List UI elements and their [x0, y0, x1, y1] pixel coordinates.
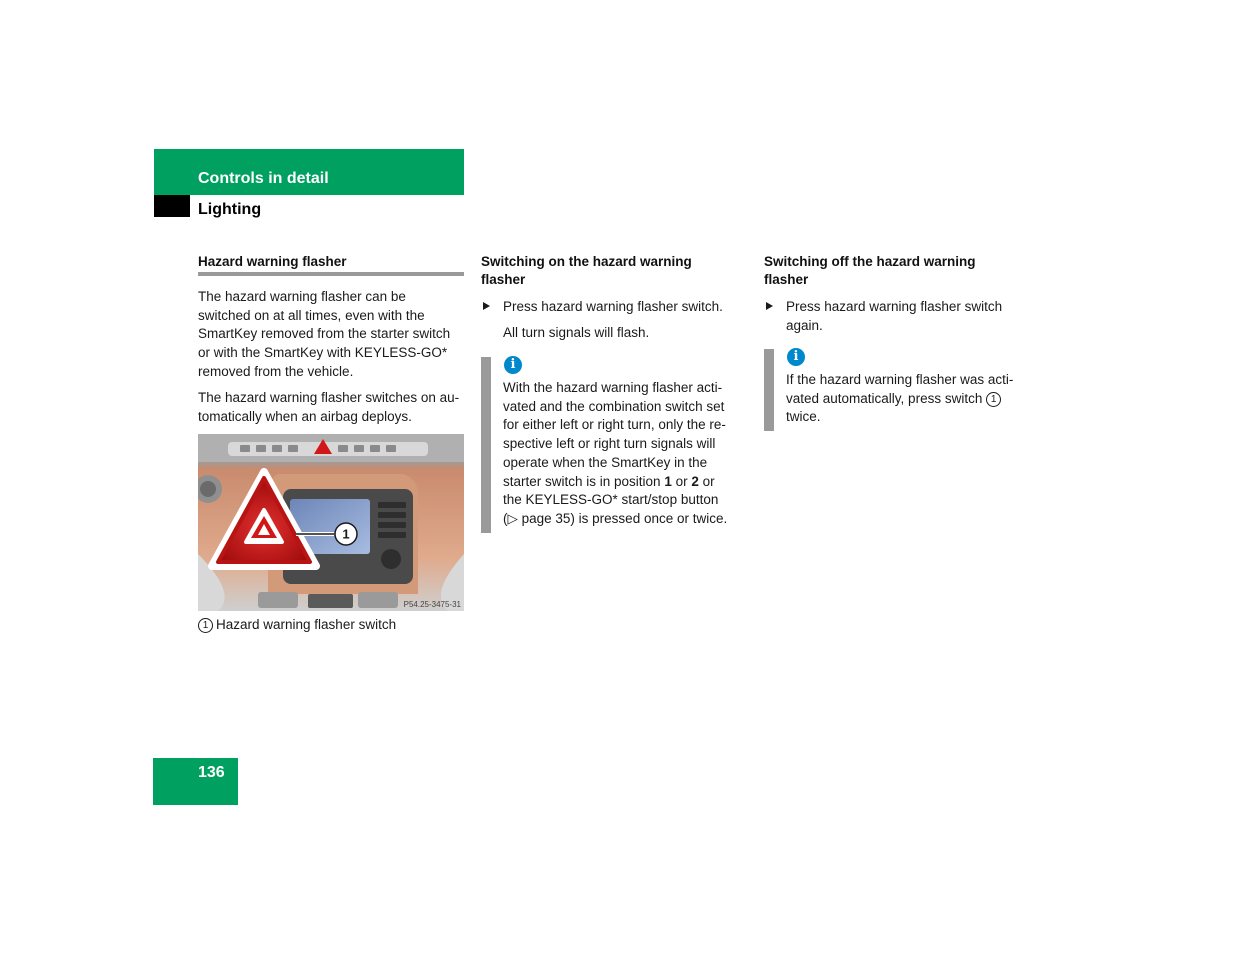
- info-bar: [764, 349, 774, 431]
- col3-heading: Switching off the hazard warning flasher: [764, 254, 976, 287]
- col2-info-text: With the hazard warning flasher acti- vated and the combination switch set for either left or right turn, only the re- spective left or right turn signals will operate when the SmartKey in the starter switch is in position 1 or 2 or the KEYLESS-GO* start/stop button (▷ page 35) is pressed once or twice.: [503, 380, 728, 526]
- info-icon: i: [787, 348, 805, 366]
- dashboard-photo: [198, 434, 464, 611]
- page-number: 136: [198, 764, 225, 781]
- info-bar: [481, 357, 491, 533]
- bullet-arrow-icon: [766, 302, 773, 310]
- caption-number: 1: [198, 618, 213, 633]
- col3-step: Press hazard warning flasher switch again.: [786, 299, 1003, 333]
- col2-heading: Switching on the hazard warning flasher: [481, 254, 692, 287]
- col1-paragraph-1: The hazard warning flasher can be switched on at all times, even with the SmartKey removed from the starter switch or with the SmartKey with KEYLESS-GO* removed from the vehicle.: [198, 289, 451, 379]
- col3-info-text: If the hazard warning flasher was acti- vated automatically, press switch 1 twice.: [786, 372, 1014, 425]
- heading-rule: [198, 272, 464, 276]
- col1-heading: Hazard warning flasher: [198, 254, 347, 269]
- col1-paragraph-2: The hazard warning flasher switches on au- tomatically when an airbag deploys.: [198, 390, 460, 424]
- figure-callout: 1: [342, 526, 350, 542]
- info-icon: i: [504, 356, 522, 374]
- col2-result: All turn signals will flash.: [503, 325, 650, 340]
- page-number-box: [153, 758, 238, 805]
- figure-caption: 1 Hazard warning flasher switch: [198, 616, 396, 635]
- subsection-title: Lighting: [198, 201, 262, 218]
- figure-ref-code: P54.25-3475-31: [403, 600, 461, 609]
- switch-number: 1: [986, 392, 1001, 407]
- bullet-arrow-icon: [483, 302, 490, 310]
- subsection-marker: [154, 195, 190, 217]
- col2-step: Press hazard warning flasher switch.: [503, 299, 723, 314]
- section-title: Controls in detail: [198, 170, 329, 187]
